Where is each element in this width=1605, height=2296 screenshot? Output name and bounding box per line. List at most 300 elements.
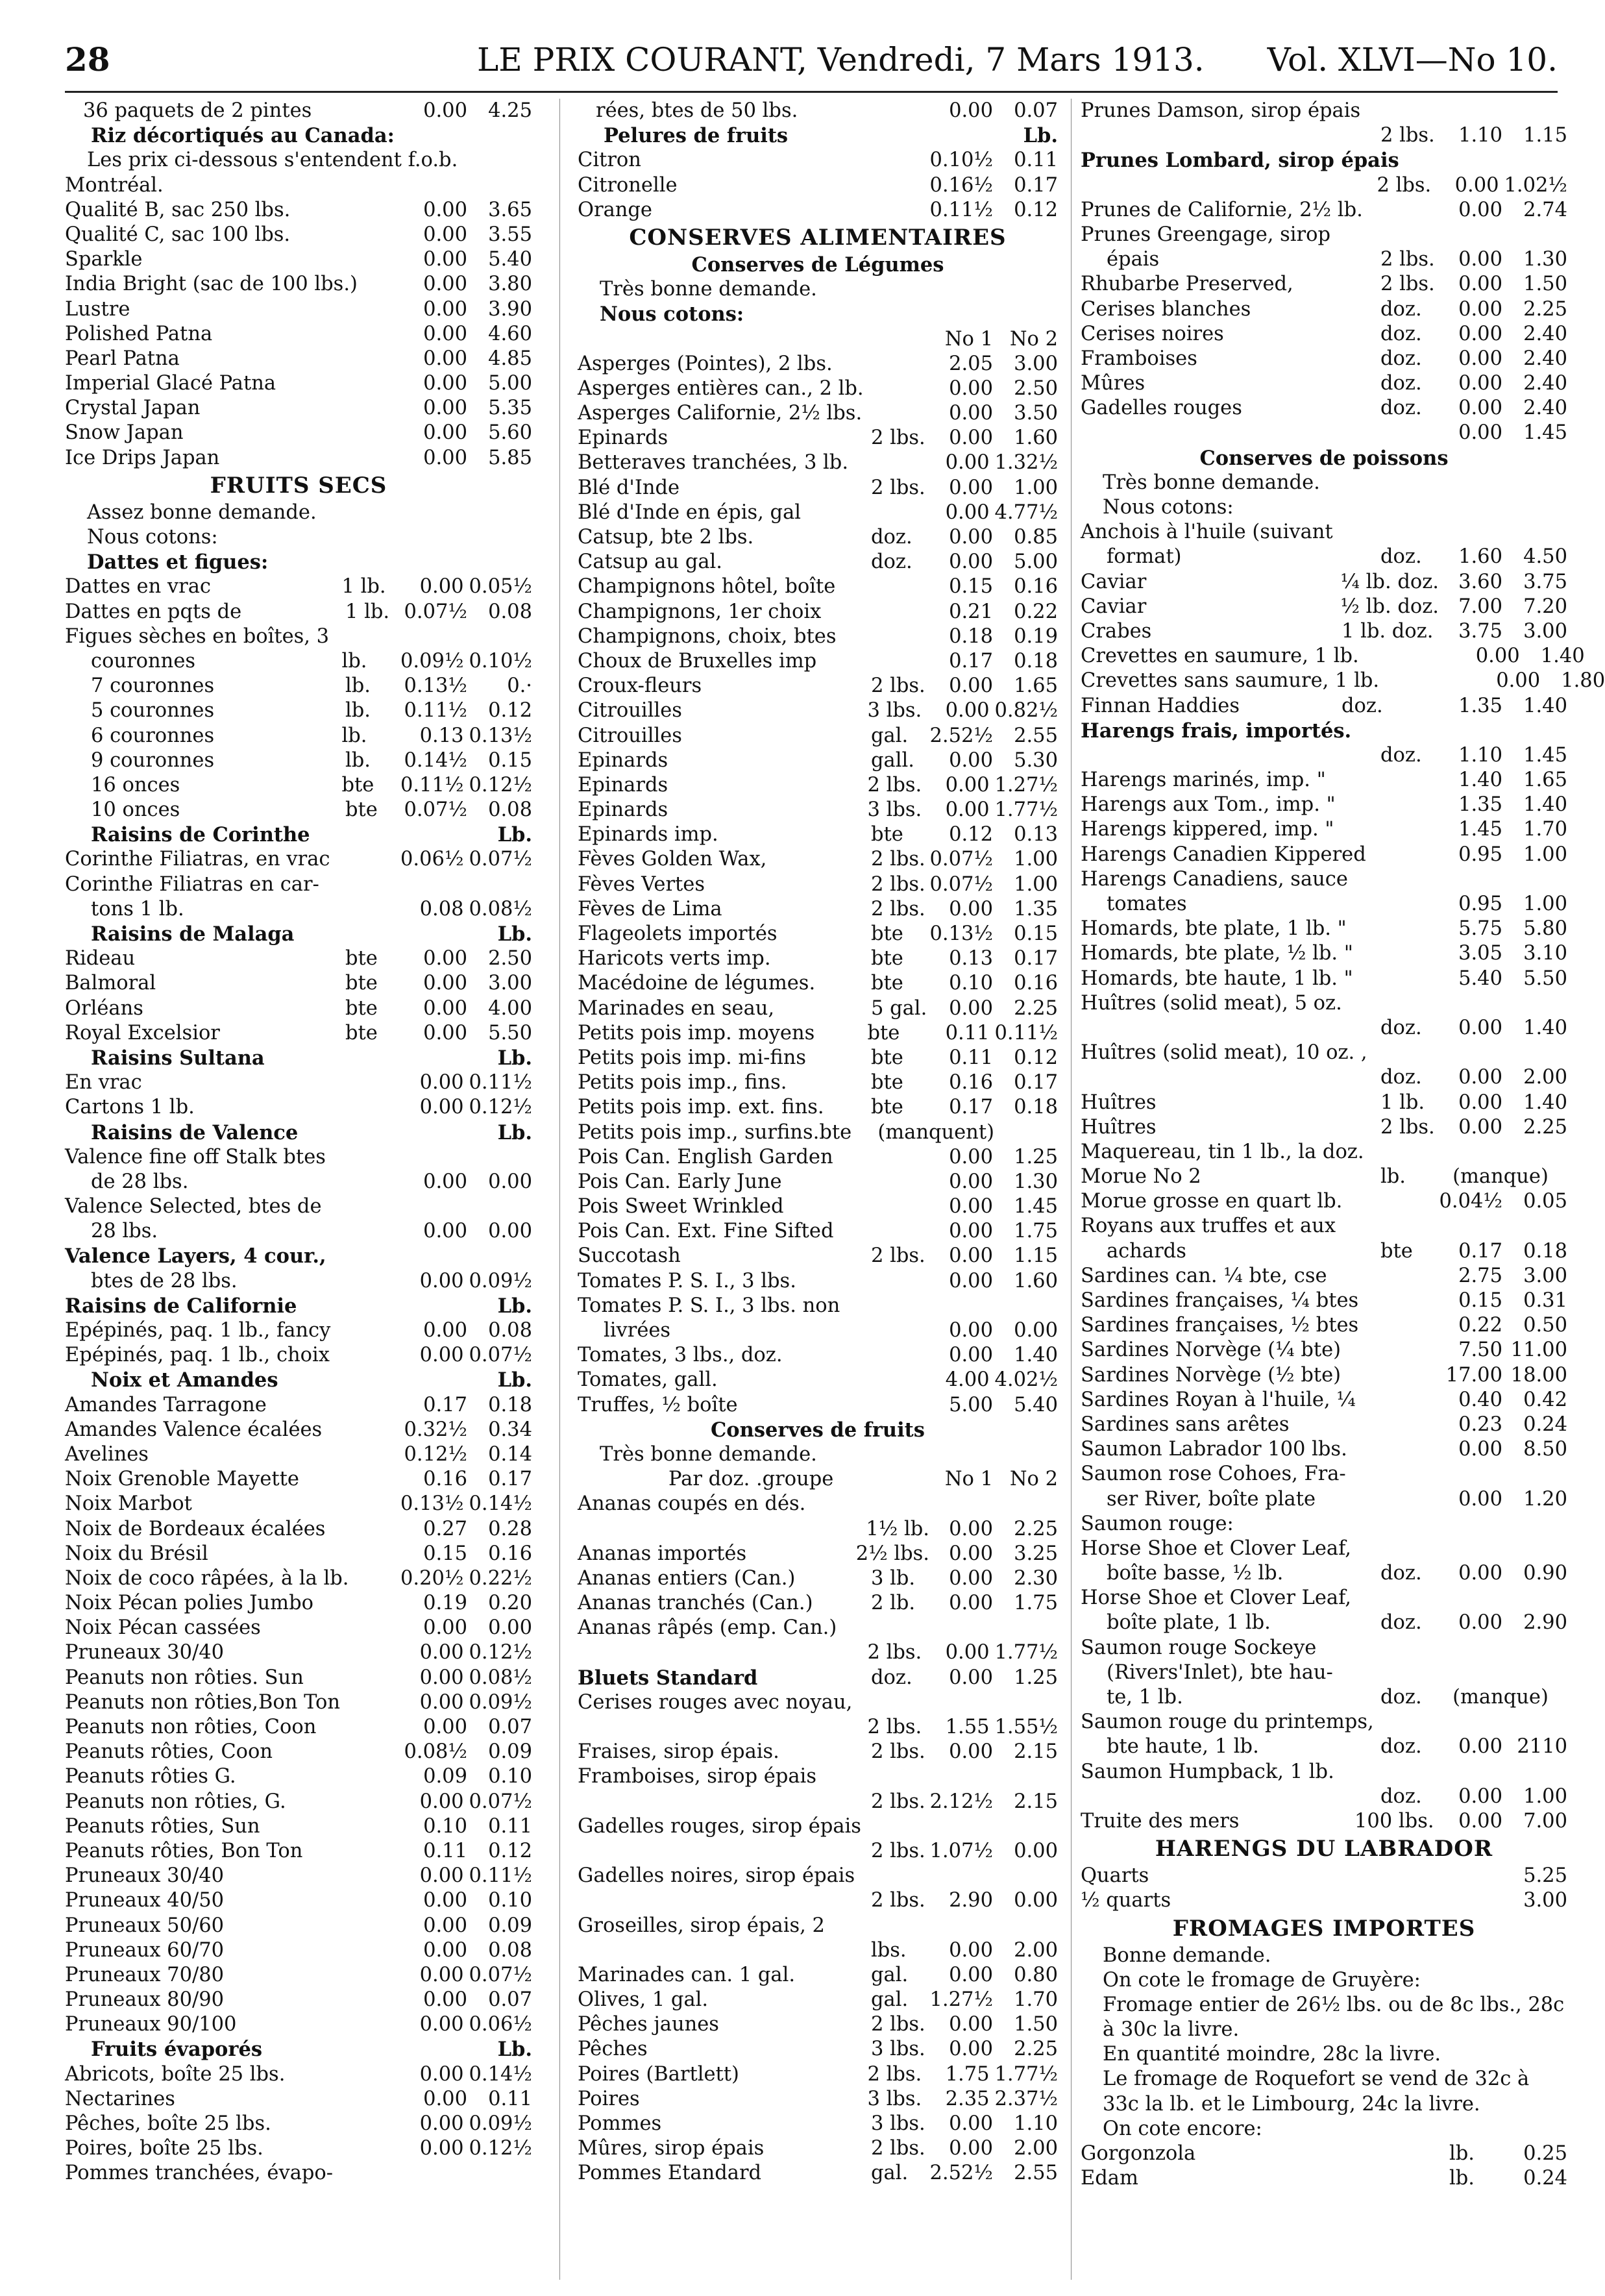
item-line: Gadelles noires, sirop épais bbox=[578, 1864, 855, 1888]
price-v1: 0.00 bbox=[949, 376, 993, 400]
price-name: Petits pois imp. moyens bbox=[578, 1021, 815, 1044]
page-number: 28 bbox=[65, 40, 110, 79]
section-note: Nous cotons: bbox=[600, 302, 744, 327]
price-row bbox=[578, 724, 1058, 748]
price-row: Truite des mers 100 lbs. 0.00 7.00 bbox=[1081, 1809, 1567, 1833]
price-list bbox=[1081, 272, 1567, 445]
price-v1: 0.00 bbox=[949, 402, 993, 425]
price-v1: 0.21 bbox=[949, 600, 993, 623]
header-rule bbox=[65, 91, 1558, 93]
column-3 bbox=[1081, 99, 1605, 2280]
price-name: Noix du Brésil bbox=[65, 1542, 208, 1565]
price-row bbox=[578, 2112, 1058, 2136]
price-row bbox=[578, 946, 1058, 971]
price-name: Epinards imp. bbox=[578, 823, 718, 846]
price-v1: 1.45 bbox=[1458, 818, 1502, 841]
price-unit: 2 lbs. bbox=[871, 476, 925, 499]
price-row bbox=[65, 1492, 532, 1516]
price-unit bbox=[868, 500, 926, 525]
price-name: Poires bbox=[578, 2087, 640, 2110]
price-v1: 0.00 bbox=[423, 372, 467, 395]
price-v1: 2.52½ bbox=[929, 724, 993, 747]
price-list bbox=[578, 352, 1058, 1294]
price-unit: lb. bbox=[341, 649, 367, 673]
price-unit: 2 lbs. bbox=[871, 897, 925, 920]
price-v2: 1.45 bbox=[1014, 1195, 1058, 1218]
price-unit: bte bbox=[345, 972, 378, 995]
page-header bbox=[65, 32, 1558, 87]
price-v1: 0.00 bbox=[945, 699, 990, 722]
price-v2: 0.11½ bbox=[994, 1021, 1058, 1044]
price-name: ½ quarts bbox=[1081, 1889, 1171, 1912]
price-v2: 0.11½ bbox=[469, 1864, 532, 1888]
price-name: Corinthe Filiatras, en vrac bbox=[65, 848, 330, 871]
price-row bbox=[65, 1566, 532, 1591]
price-v1: 0.11½ bbox=[400, 773, 464, 796]
price-list bbox=[1081, 1864, 1567, 1913]
price-v2: 0.28 bbox=[488, 1517, 532, 1540]
price-v2: 0.20 bbox=[488, 1592, 532, 1615]
price-v2: 0.18 bbox=[1014, 1096, 1058, 1119]
price-v1: 0.00 bbox=[949, 1344, 993, 1367]
price-v1: 17.00 bbox=[1445, 1363, 1502, 1387]
price-list bbox=[1081, 570, 1605, 719]
price-row bbox=[578, 971, 1058, 996]
price-unit: 3 lb. bbox=[871, 1566, 916, 1590]
price-unit: gal. bbox=[871, 1988, 909, 2012]
price-v1: 3.05 bbox=[1458, 942, 1502, 965]
price-list bbox=[65, 2062, 532, 2162]
price-unit: 2 lbs. bbox=[871, 426, 925, 450]
price-row bbox=[1081, 322, 1567, 347]
price-row: bte haute, 1 lb. doz. 0.00 2110 bbox=[1107, 1735, 1567, 1759]
price-v2: 4.60 bbox=[488, 322, 532, 345]
price-row bbox=[578, 897, 1058, 922]
price-v2: 3.00 bbox=[1014, 352, 1058, 375]
price-row bbox=[1081, 272, 1567, 297]
subsection-heading: Raisins de Corinthe Lb. bbox=[91, 823, 532, 847]
price-v1: (manquent) bbox=[877, 1120, 994, 1144]
price-row bbox=[578, 1368, 1058, 1392]
price-name: Peanuts non rôties. Sun bbox=[65, 1666, 304, 1689]
subsection-heading: Pelures de fruits Lb. bbox=[604, 124, 1058, 148]
price-row bbox=[578, 600, 1058, 624]
column-divider bbox=[559, 99, 560, 2280]
price-v1: 0.00 bbox=[949, 897, 993, 920]
item-line: Harengs Canadiens, sauce bbox=[1081, 867, 1348, 891]
price-name bbox=[578, 1517, 866, 1542]
price-v1: 0.95 bbox=[1458, 843, 1502, 866]
price-v2: 2.40 bbox=[1523, 397, 1567, 420]
subsection-heading: Raisins de Californie Lb. bbox=[65, 1294, 532, 1318]
price-v2: 2.50 bbox=[1014, 376, 1058, 400]
price-v2: 0.18 bbox=[1014, 649, 1058, 673]
price-unit bbox=[871, 1393, 929, 1418]
price-v1: 0.00 bbox=[1458, 397, 1502, 420]
price-v1: 0.00 bbox=[949, 1963, 993, 1986]
volume-number: Vol. XLVI—No 10. bbox=[1267, 41, 1558, 79]
price-row bbox=[578, 2062, 1058, 2087]
price-row: boîte basse, ½ lb. doz. 0.00 0.90 bbox=[1107, 1562, 1567, 1585]
price-row: 2 lbs. 1.10 1.15 bbox=[1380, 124, 1567, 147]
price-v2: 0.08 bbox=[488, 600, 532, 623]
item-line: Tomates P. S. I., 3 lbs. non bbox=[578, 1294, 840, 1317]
price-v1: 0.00 bbox=[419, 575, 464, 599]
price-name: Noix Pécan polies Jumbo bbox=[65, 1592, 313, 1615]
price-name: Sardines françaises, ½ btes bbox=[1081, 1314, 1359, 1337]
price-v1: 0.14½ bbox=[404, 748, 467, 772]
price-v1: 0.00 bbox=[949, 476, 993, 499]
price-v2: 0.10 bbox=[488, 1765, 532, 1788]
price-v1: 0.15 bbox=[1458, 1289, 1502, 1312]
price-row bbox=[1081, 570, 1567, 595]
price-name: Catsup au gal. bbox=[578, 550, 722, 574]
price-row bbox=[578, 2087, 1058, 2112]
price-row bbox=[1081, 669, 1605, 693]
price-row bbox=[65, 272, 532, 297]
price-v2: 2.25 bbox=[1014, 2038, 1058, 2061]
price-v2: 0.15 bbox=[1014, 922, 1058, 945]
price-unit: lb. bbox=[1449, 2142, 1475, 2166]
price-name: Epinards bbox=[578, 773, 668, 796]
price-v2: 0.08 bbox=[488, 1319, 532, 1342]
price-row bbox=[578, 698, 1058, 723]
price-row: boîte plate, 1 lb. doz. 0.00 2.90 bbox=[1107, 1611, 1567, 1635]
price-row bbox=[65, 2136, 532, 2161]
price-row bbox=[1081, 421, 1567, 445]
price-v2: 1.75 bbox=[1014, 1220, 1058, 1243]
price-row bbox=[65, 1318, 532, 1343]
item-line: Saumon rouge Sockeye bbox=[1081, 1636, 1317, 1659]
price-row bbox=[65, 1790, 532, 1814]
price-v2: 0.10½ bbox=[469, 649, 532, 673]
price-row bbox=[1081, 297, 1567, 322]
price-unit bbox=[871, 1194, 929, 1219]
price-v2: 1.60 bbox=[1014, 426, 1058, 450]
price-unit: 2 lbs. bbox=[1380, 273, 1435, 296]
price-row bbox=[65, 2112, 532, 2136]
price-v1: 0.00 bbox=[423, 972, 467, 995]
price-v2: 0.07½ bbox=[469, 848, 532, 871]
price-unit bbox=[871, 1170, 929, 1194]
price-name: Dattes en vrac bbox=[65, 575, 212, 599]
price-v1: 0.00 bbox=[423, 1716, 467, 1738]
price-unit bbox=[871, 600, 929, 624]
price-v2: 2.40 bbox=[1523, 347, 1567, 370]
price-row bbox=[1081, 1864, 1567, 1888]
price-v1: 0.09 bbox=[423, 1765, 467, 1788]
price-name: Pêches jaunes bbox=[578, 2013, 719, 2036]
price-name: Epinards bbox=[578, 748, 668, 772]
price-unit: 1½ lb. bbox=[866, 1517, 929, 1540]
item-line: Saumon rouge: bbox=[1081, 1512, 1234, 1535]
price-unit: 3 lbs. bbox=[867, 2087, 922, 2110]
price-row bbox=[65, 847, 532, 872]
price-row bbox=[578, 500, 1058, 525]
price-list bbox=[65, 198, 532, 471]
price-name: Finnan Haddies bbox=[1081, 694, 1240, 717]
price-name: Peanuts rôties, Sun bbox=[65, 1814, 260, 1838]
price-name: Mûres bbox=[1081, 372, 1146, 395]
price-v1: 0.00 bbox=[423, 1914, 467, 1937]
price-v2: 0.17 bbox=[1014, 947, 1058, 970]
price-v2: 0.31 bbox=[1523, 1289, 1567, 1312]
price-v2: 0.11 bbox=[488, 1814, 532, 1838]
section-note: Nous cotons: bbox=[1103, 496, 1234, 519]
price-v2: 0.09½ bbox=[469, 1690, 532, 1714]
price-v2: 5.85 bbox=[488, 446, 532, 469]
price-v2: 0.42 bbox=[1523, 1388, 1567, 1411]
price-unit: 1 lb. bbox=[1380, 1091, 1425, 1114]
price-row bbox=[578, 2037, 1058, 2062]
price-name: Macédoine de légumes. bbox=[578, 972, 816, 995]
price-name: Citronelle bbox=[578, 173, 678, 197]
price-v1: 0.00 bbox=[1475, 645, 1520, 668]
price-name: Citrouilles bbox=[578, 699, 682, 722]
column-divider bbox=[1071, 99, 1072, 2280]
price-v2: 0.17 bbox=[1014, 1071, 1058, 1094]
price-name: Epinards bbox=[578, 798, 668, 822]
price-row bbox=[1081, 644, 1585, 669]
price-v2: 1.45 bbox=[1523, 421, 1567, 445]
price-row bbox=[65, 1418, 532, 1442]
price-v1: 0.20½ bbox=[400, 1566, 464, 1590]
price-row bbox=[1081, 1413, 1567, 1437]
price-unit bbox=[871, 1145, 929, 1170]
item-line: Horse Shoe et Clover Leaf, bbox=[1081, 1586, 1351, 1610]
subsection-heading: Conserves de fruits bbox=[711, 1418, 925, 1442]
price-name: Crabes bbox=[1081, 619, 1152, 643]
price-name: 6 couronnes bbox=[91, 724, 215, 747]
section-note: Très bonne demande. bbox=[600, 278, 817, 301]
price-v2: 3.80 bbox=[488, 273, 532, 296]
price-v1: 0.10½ bbox=[929, 149, 993, 172]
price-unit: doz. bbox=[871, 550, 913, 574]
price-v1: 0.00 bbox=[423, 397, 467, 420]
price-v1: 5.40 bbox=[1458, 967, 1502, 990]
price-v1: 0.00 bbox=[423, 1938, 467, 1962]
price-name: Huîtres bbox=[1081, 1091, 1157, 1114]
price-name: Olives, 1 gal. bbox=[578, 1988, 709, 2012]
price-v2: 0.18 bbox=[488, 1393, 532, 1416]
item-line: Maquereau, tin 1 lb., la doz. bbox=[1081, 1140, 1364, 1163]
price-row bbox=[578, 1566, 1058, 1591]
price-list bbox=[578, 1517, 1058, 1616]
price-v2: 0.85 bbox=[1014, 526, 1058, 549]
price-row bbox=[1081, 2166, 1567, 2191]
price-name: Petits pois imp., fins. bbox=[578, 1071, 787, 1094]
price-row bbox=[65, 971, 532, 996]
price-row bbox=[1081, 817, 1567, 842]
price-v2: 1.40 bbox=[1523, 793, 1567, 817]
subsection-heading: Fruits évaporés Lb. bbox=[91, 2038, 532, 2062]
price-row bbox=[578, 798, 1058, 822]
price-name: Ananas entiers (Can.) bbox=[578, 1566, 796, 1590]
price-row bbox=[578, 1194, 1058, 1219]
price-v1: 0.11 bbox=[423, 1839, 467, 1862]
column-headers: Par doz. .groupe No 1 No 2 bbox=[668, 1468, 1058, 1491]
price-row: 2 lbs. 1.07½ 0.00 bbox=[871, 1839, 1058, 1862]
price-v2: 1.65 bbox=[1014, 674, 1058, 698]
price-v1: 0.00 bbox=[419, 2013, 464, 2036]
item-line: Prunes Damson, sirop épais bbox=[1081, 99, 1361, 122]
price-name: Champignons, 1er choix bbox=[578, 600, 822, 623]
price-unit: 1 lb. bbox=[341, 575, 386, 599]
price-row: de 28 lbs. 0.00 0.00 bbox=[91, 1170, 532, 1193]
price-row bbox=[65, 1839, 532, 1864]
price-v2: 1.15 bbox=[1014, 1244, 1058, 1268]
price-row bbox=[65, 1988, 532, 2012]
price-v2: 0.13½ bbox=[469, 724, 532, 747]
price-v2: 3.75 bbox=[1523, 570, 1567, 593]
price-name: Noix de coco râpées, à la lb. bbox=[65, 1566, 349, 1590]
price-name: Marinades can. 1 gal. bbox=[578, 1963, 796, 1986]
price-v1: 0.13½ bbox=[929, 922, 993, 945]
price-unit: bte bbox=[341, 773, 374, 796]
price-row bbox=[578, 550, 1058, 574]
price-row bbox=[1081, 967, 1567, 991]
price-v1: 0.00 bbox=[949, 1244, 993, 1268]
price-name: Champignons hôtel, boîte bbox=[578, 575, 836, 599]
price-v1: 0.00 bbox=[423, 322, 467, 345]
price-v1: 0.07½ bbox=[404, 600, 467, 623]
paragraph: En quantité moindre, 28c la livre. bbox=[1103, 2043, 1441, 2066]
price-row bbox=[1081, 396, 1567, 421]
price-name: Fèves Golden Wax, bbox=[578, 848, 767, 871]
price-v1: 0.00 bbox=[423, 297, 467, 321]
price-unit bbox=[871, 649, 929, 674]
price-unit: 2 lbs. bbox=[871, 674, 925, 698]
price-v2: 0.22 bbox=[1014, 600, 1058, 623]
item-line: Horse Shoe et Clover Leaf, bbox=[1081, 1537, 1351, 1560]
price-v2: 0.07½ bbox=[469, 1963, 532, 1986]
price-v2: 0.12½ bbox=[469, 1096, 532, 1119]
price-v1: 0.00 bbox=[419, 1963, 464, 1986]
price-name: Rideau bbox=[65, 947, 136, 970]
price-row bbox=[1081, 917, 1567, 941]
price-unit bbox=[868, 451, 926, 475]
price-v2: 0.82½ bbox=[994, 699, 1058, 722]
price-v2: 0.12 bbox=[488, 1839, 532, 1862]
price-name: Marinades en seau, bbox=[578, 996, 775, 1020]
price-v1: 7.50 bbox=[1458, 1339, 1502, 1362]
price-name: Framboises bbox=[1081, 347, 1197, 370]
price-v2: 1.70 bbox=[1523, 818, 1567, 841]
price-name: Fèves de Lima bbox=[578, 897, 722, 920]
price-unit: 2½ lbs. bbox=[855, 1542, 929, 1565]
price-v1: 0.00 bbox=[1458, 347, 1502, 370]
price-v1: 0.00 bbox=[419, 2137, 464, 2160]
price-name: Snow Japan bbox=[65, 421, 184, 445]
price-name: Harengs kippered, imp. " bbox=[1081, 818, 1334, 841]
price-unit: lb. bbox=[341, 724, 367, 747]
price-v2: 2.37½ bbox=[994, 2087, 1058, 2110]
subsection-heading: Dattes et figues: bbox=[87, 550, 269, 574]
price-unit: doz. bbox=[1380, 397, 1422, 420]
price-name: Rhubarbe Preserved, bbox=[1081, 273, 1293, 296]
price-v2: 0.25 bbox=[1523, 2142, 1567, 2166]
price-unit: ½ lb. doz. bbox=[1340, 595, 1439, 618]
price-unit: doz. bbox=[1380, 347, 1422, 370]
price-row bbox=[65, 322, 532, 347]
price-v2: 0.11 bbox=[488, 2087, 532, 2110]
price-row bbox=[1081, 1313, 1567, 1338]
price-row bbox=[578, 748, 1058, 773]
price-name: Crevettes sans saumure, 1 lb. bbox=[1081, 669, 1380, 693]
price-name: Pommes Etandard bbox=[578, 2162, 762, 2185]
price-unit: 1 lb. bbox=[345, 600, 390, 623]
price-name: Sardines can. ¼ bte, cse bbox=[1081, 1264, 1327, 1287]
price-v2: 2.30 bbox=[1014, 1566, 1058, 1590]
price-v2: 0.22½ bbox=[469, 1566, 532, 1590]
price-list bbox=[578, 1343, 1058, 1418]
price-row bbox=[65, 724, 532, 748]
price-unit: gall. bbox=[871, 748, 914, 772]
price-name: Pêches, boîte 25 lbs. bbox=[65, 2112, 271, 2135]
price-row bbox=[578, 2012, 1058, 2037]
paragraph: Fromage entier de 26½ lbs. ou de 8c lbs., 28c à 30c la livre. bbox=[1103, 1993, 1565, 2042]
price-v2: 1.30 bbox=[1014, 1170, 1058, 1193]
price-v1: 1.75 bbox=[945, 2062, 990, 2086]
price-v2: 1.00 bbox=[1523, 843, 1567, 866]
price-unit: lb. bbox=[345, 699, 371, 722]
price-v2: 0.16 bbox=[1014, 575, 1058, 599]
price-v2: 3.00 bbox=[488, 972, 532, 995]
price-v2: 1.25 bbox=[1014, 1145, 1058, 1168]
price-unit: doz. bbox=[1342, 694, 1383, 717]
price-name: Amandes Valence écalées bbox=[65, 1418, 323, 1441]
item-line: Harengs frais, importés. bbox=[1081, 719, 1352, 743]
price-unit: 2 lbs. bbox=[871, 872, 925, 896]
price-row bbox=[65, 1764, 532, 1789]
price-row bbox=[578, 1070, 1058, 1095]
price-v2: 5.40 bbox=[488, 248, 532, 271]
price-v1: 0.00 bbox=[949, 550, 993, 574]
price-row: tomates 0.95 1.00 bbox=[1107, 893, 1567, 915]
price-unit bbox=[871, 624, 929, 649]
price-unit: bte bbox=[819, 1120, 852, 1144]
price-row bbox=[65, 748, 532, 773]
price-v1: 0.00 bbox=[423, 1889, 467, 1912]
price-row bbox=[578, 198, 1058, 223]
price-v2: 1.40 bbox=[1540, 645, 1585, 668]
price-row bbox=[65, 1814, 532, 1839]
price-name: Pruneaux 30/40 bbox=[65, 1864, 225, 1888]
price-name: Poires, boîte 25 lbs. bbox=[65, 2137, 263, 2160]
price-name: Pois Sweet Wrinkled bbox=[578, 1195, 784, 1218]
price-row bbox=[1081, 1289, 1567, 1313]
price-name: Royal Excelsior bbox=[65, 1021, 220, 1044]
price-row bbox=[578, 649, 1058, 674]
price-v2: 0.12 bbox=[1014, 1046, 1058, 1069]
price-name: Asperges Californie, 2½ lbs. bbox=[578, 402, 863, 425]
price-v1: 0.00 bbox=[423, 1616, 467, 1640]
price-v1: 0.16 bbox=[423, 1468, 467, 1491]
price-row: 2 lbs. 0.00 1.77½ bbox=[867, 1641, 1058, 1664]
price-v2: 0.09 bbox=[488, 1740, 532, 1764]
price-v2: 0.24 bbox=[1523, 2167, 1567, 2190]
price-row bbox=[65, 1591, 532, 1616]
price-name: Noix Grenoble Mayette bbox=[65, 1468, 299, 1491]
price-row: doz. 1.10 1.45 bbox=[1380, 743, 1567, 767]
price-v2: 5.80 bbox=[1523, 917, 1567, 941]
price-name: Pois Can. English Garden bbox=[578, 1145, 833, 1168]
price-v2: 3.25 bbox=[1014, 1542, 1058, 1565]
price-name: Polished Patna bbox=[65, 322, 213, 345]
price-name: 16 onces bbox=[91, 773, 180, 796]
price-v1: 0.00 bbox=[423, 223, 467, 246]
price-v1: 1.27½ bbox=[929, 1988, 993, 2012]
